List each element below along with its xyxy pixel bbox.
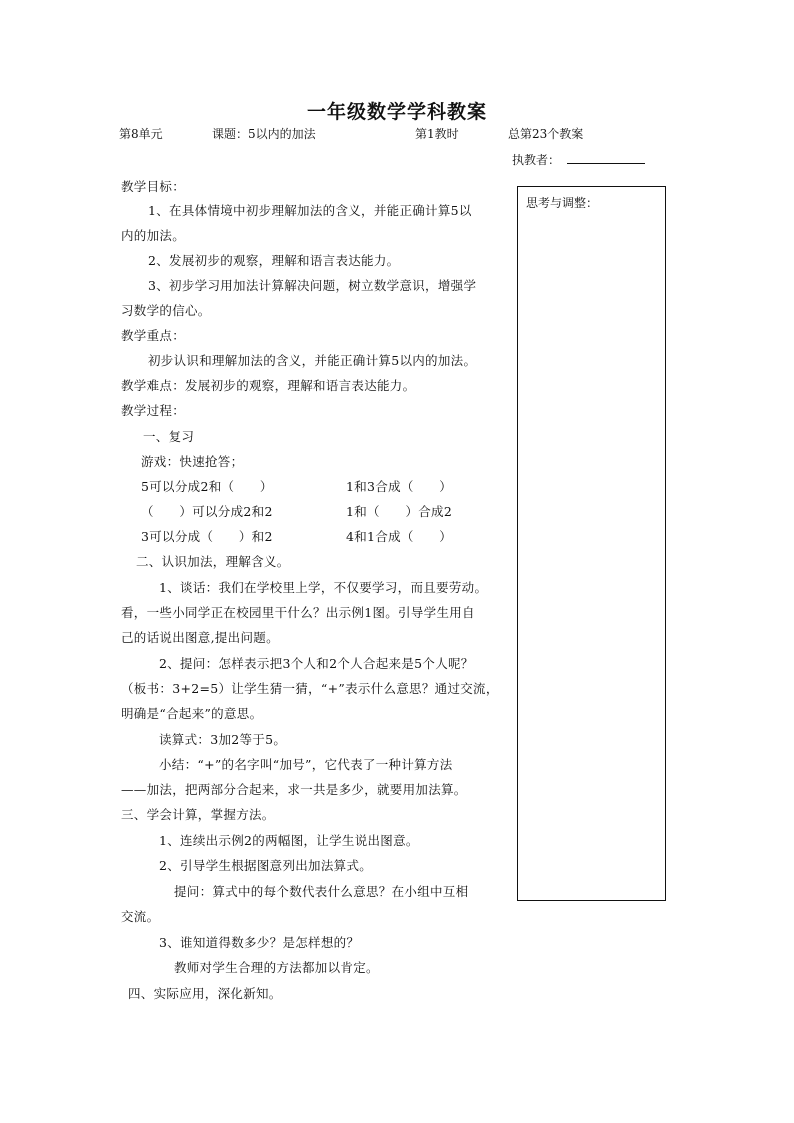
objective-3-cont: 习数学的信心。 xyxy=(121,303,211,318)
section-2-para-2: 2、提问：怎样表示把3个人和2个人合起来是5个人呢？ xyxy=(159,656,474,671)
game-line: 游戏：快速抢答； xyxy=(141,454,244,469)
total-count-label: 总第23个教案 xyxy=(508,127,584,141)
objectives-heading: 教学目标： xyxy=(121,179,186,194)
section-2-para-2-cont: 明确是“合起来”的意思。 xyxy=(121,706,263,721)
quiz-item: 5可以分成2和（ ） xyxy=(141,479,273,494)
objective-1-cont: 内的加法。 xyxy=(121,228,186,243)
notes-label: 思考与调整： xyxy=(526,196,599,210)
quiz-item: 4和1合成（ ） xyxy=(346,529,453,544)
quiz-item: 1和3合成（ ） xyxy=(346,479,453,494)
teacher-label: 执教者： xyxy=(512,153,561,167)
notes-box xyxy=(517,186,666,901)
section-3-question-cont: 交流。 xyxy=(121,909,160,924)
objective-3: 3、初步学习用加法计算解决问题，树立数学意识，增强学 xyxy=(148,278,477,293)
section-3-item-1: 1、连续出示例2的两幅图，让学生说出图意。 xyxy=(159,833,419,848)
quiz-item: 3可以分成（ ）和2 xyxy=(141,529,273,544)
section-1-heading: 一、复习 xyxy=(143,429,195,444)
section-3-item-2: 2、引导学生根据图意列出加法算式。 xyxy=(159,858,373,873)
objective-1: 1、在具体情境中初步理解加法的含义，并能正确计算5以 xyxy=(148,203,472,218)
quiz-item: （ ）可以分成2和2 xyxy=(141,504,273,519)
section-2-heading: 二、认识加法，理解含义。 xyxy=(136,554,290,569)
topic-label: 课题：5以内的加法 xyxy=(212,127,316,141)
section-2-para-1: 1、谈话：我们在学校里上学，不仅要学习，而且要劳动。 xyxy=(159,580,488,595)
read-equation-line: 读算式：3加2等于5。 xyxy=(159,732,287,747)
section-2-para-2-cont: （板书：3+2=5）让学生猜一猜，“+”表示什么意思？通过交流， xyxy=(121,681,499,696)
teacher-signature-line xyxy=(567,163,645,164)
key-points-heading: 教学重点： xyxy=(121,328,186,343)
process-heading: 教学过程： xyxy=(121,403,186,418)
section-4-heading: 四、实际应用，深化新知。 xyxy=(128,986,282,1001)
section-2-para-1-cont: 己的话说出图意,提出问题。 xyxy=(121,630,279,645)
section-3-item-3-note: 教师对学生合理的方法都加以肯定。 xyxy=(174,960,379,975)
key-points-text: 初步认识和理解加法的含义，并能正确计算5以内的加法。 xyxy=(148,353,477,368)
section-2-para-1-cont: 看，一些小同学正在校园里干什么？出示例1图。引导学生用自 xyxy=(121,605,475,620)
unit-label: 第8单元 xyxy=(119,127,163,141)
period-label: 第1教时 xyxy=(415,127,459,141)
objective-2: 2、发展初步的观察，理解和语言表达能力。 xyxy=(148,253,400,268)
summary-line-cont: ——加法，把两部分合起来，求一共是多少，就要用加法算。 xyxy=(121,782,467,797)
quiz-item: 1和（ ）合成2 xyxy=(346,504,453,519)
section-3-question: 提问：算式中的每个数代表什么意思？在小组中互相 xyxy=(174,884,469,899)
section-3-heading: 三、学会计算，掌握方法。 xyxy=(121,807,275,822)
page-title: 一年级数学学科教案 xyxy=(306,101,487,123)
summary-line: 小结：“+”的名字叫“加号”，它代表了一种计算方法 xyxy=(159,757,453,772)
difficulties-line: 教学难点：发展初步的观察，理解和语言表达能力。 xyxy=(121,378,416,393)
section-3-item-3: 3、谁知道得数多少？是怎样想的？ xyxy=(159,935,360,950)
